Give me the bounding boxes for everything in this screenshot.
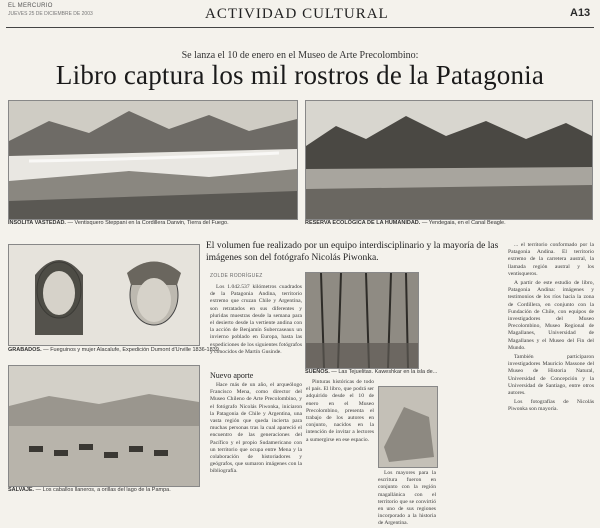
caption-forest: SUEÑOS. — Las Tejuelitas. Kaweshkar en la isla de...: [305, 369, 438, 375]
caption-channel-title: RESERVA ECOLÓGICA DE LA HUMANIDAD.: [305, 220, 421, 226]
column-5: [508, 242, 594, 494]
column-3: [306, 379, 374, 494]
caption-engravings-title: GRABADOS.: [8, 347, 42, 353]
caption-horses: SALVAJE. — Los caballos llaneros, a orillas del lago de la Pampa.: [8, 487, 171, 493]
photo-glacier: [8, 100, 298, 220]
rock-image: [379, 387, 437, 467]
article-headline: Libro captura los mil rostros de la Patagonia: [55, 60, 545, 90]
photo-forest: [305, 272, 419, 369]
article-deck: El volumen fue realizado por un equipo interdisciplinario y la mayoría de las imágenes son del fotógrafo Nicolás Piwonka.: [206, 241, 499, 263]
caption-horses-text: Los caballos llaneros, a orillas del lago de la Pampa.: [42, 487, 171, 493]
column-4: [378, 470, 436, 527]
newspaper-name: EL MERCURIO: [8, 3, 53, 9]
column-5-paragraph-1: ... el territorio conformado por la Patagonia Andina. El territorio extremo de la carretera austral, la llamada región austral y los ventisqueros.: [508, 242, 594, 277]
photo-beagle-channel: [305, 100, 593, 220]
channel-image: [306, 101, 592, 219]
article-kicker: Se lanza el 10 de enero en el Museo de Arte Precolombino:: [181, 50, 419, 61]
caption-glacier-title: INSOLITA VASTEDAD.: [8, 220, 66, 226]
photo-rock: [378, 386, 438, 468]
column-2: [210, 382, 302, 494]
masthead-rule: [6, 27, 594, 28]
caption-horses-title: SALVAJE.: [8, 487, 35, 493]
photo-engravings: [8, 244, 200, 346]
caption-forest-title: SUEÑOS.: [305, 369, 330, 375]
column-intro-paragraph: Los 1.042.537 kilómetros cuadrados de la Patagonia Andina, territorio extremo que cruzan Chile y Argentina, son retratados en sus diferentes y pluridas muestras desde la semana para el desierto desde la vertiente andina con la acción de Benjamín Subercaseaux un invierno poblado en Europa, hasta las expediciones de los siguientes fotógrafos y conocidos de Martín Gusinde.: [210, 284, 302, 355]
article-byline: ZOLDE RODRÍGUEZ: [210, 273, 263, 279]
column-2-paragraph: Hace más de un año, el arqueólogo Francisco Mena, como director del Museo Chileno de Arte Precolombino, y el fotógrafo Nicolás Piwonka, iniciaron la Patagonia de Chile y Argentina, una vasta región que queda incierta para muchas personas tras la cual apareció el encuentro de las generaciones del Pacífico y el propio Sudamericano con un territorio que ocupa entre Mena y la colaboración de historiadores y geógrafos, que sumaron imágenes con la bibliografía.: [210, 382, 302, 475]
photo-horses: [8, 365, 200, 487]
issue-date: JUEVES 25 DE DICIEMBRE DE 2003: [8, 11, 93, 17]
caption-engravings-text: Fueguinos y mujer Alacalufe, Expedición Dumont d'Urville 1836-1839.: [50, 347, 221, 353]
caption-forest-text: Las Tejuelitas. Kaweshkar en la isla de...: [338, 369, 438, 375]
engravings-image: [9, 245, 199, 345]
column-3-paragraph: Pinturas históricas de todo el país. El libro, que podrá ser adquirido desde el 10 de enero en el Museo Precolombino, presenta el trabajo de los autores en conjunto, nacidos en la intención de invitar a lectores a sumergirse en ese espacio.: [306, 379, 374, 443]
caption-channel-text: Yendegaia, en el Canal Beagle.: [428, 220, 506, 226]
glacier-image: [9, 101, 297, 219]
column-intro: [210, 284, 302, 368]
article-subhead: Nuevo aporte: [210, 371, 254, 380]
masthead: [0, 0, 600, 30]
column-4-paragraph: Los mayores para la escritura fueron en conjunto con la región magallánica con el territorio que se convirtió en uno de sus regiones incorporado a la historia de Argentina.: [378, 470, 436, 527]
page-number: A13: [570, 7, 591, 19]
caption-channel: RESERVA ECOLÓGICA DE LA HUMANIDAD. — Yendegaia, en el Canal Beagle.: [305, 220, 506, 226]
caption-glacier-text: Ventisquero Steppani en la Cordillera Darwin, Tierra del Fuego.: [74, 220, 229, 226]
column-5-paragraph-4: Los fotografías de Nicolás Piwonka son mayoría.: [508, 399, 594, 413]
horses-image: [9, 366, 199, 486]
caption-engravings: GRABADOS. — Fueguinos y mujer Alacalufe, Expedición Dumont d'Urville 1836-1839.: [8, 347, 221, 353]
column-5-paragraph-3: También participaron investigadores Mauricio Massone del Museo de Historia Natural, Universidad de Concepción y la Universidad de Santiago, entre otros autores.: [508, 354, 594, 397]
caption-glacier: INSOLITA VASTEDAD. — Ventisquero Steppani en la Cordillera Darwin, Tierra del Fuego.: [8, 220, 229, 226]
section-title: ACTIVIDAD CULTURAL: [205, 6, 389, 22]
forest-image: [306, 273, 418, 368]
column-5-paragraph-2: A partir de este estudio de libro, Patagonia Andina: imágenes y testimonios de los ríos hacia la zona de Cordillera, en conjunto con la Fundación de Chile, con equipos de investigadores del Museo Precolombino, Museo Regional de Magallanes, Universidad de Magallanes y el Museo del Fin del Mundo.: [508, 280, 594, 351]
